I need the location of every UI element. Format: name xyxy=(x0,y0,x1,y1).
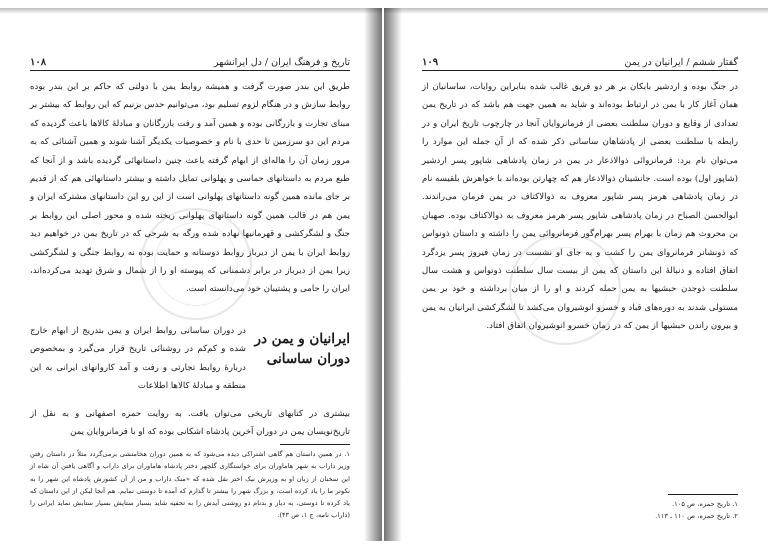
body-paragraph xyxy=(30,78,350,299)
running-head xyxy=(30,52,350,71)
footnote-rule xyxy=(668,494,738,495)
running-head-title: گفتار ششم / ایرانیان در یمن xyxy=(624,57,738,68)
page-top-edge xyxy=(0,8,382,14)
footnotes xyxy=(422,498,738,523)
paragraph-text: طریق این بندر صورت گرفت و همیشه روابط یمن با دولتی که حاکم بر این بندر بوده روابط سازش و در هنگام لزوم تسلیم بود، می‌توانیم حدس بزنیم که این روابط که بیشتر بر مبنای تجارت و بازرگانی بوده و همین آمد و رفت بازرگانان و مبادلهٔ کالاها باعث گردیده که مردم این دو سرزمین تا حدی با نام و خصوصیات یکدیگر آشنا شوند و همین آشنائی که به مرور زمان آن را هاله‌ای از ابهام گرفته باعث چنین داستانهائی گردیده باشد و از آنجا که طبع مردم به داستانهای حماسی و پهلوانی تمایل داشته و بیشتر داستانهائی هم که از قدیم بر جای مانده همین گونه داستانهای پهلوانی است از این رو این داستانهای مشترکه ایران و یمن هم در قالب همین گونه داستانهای پهلوانی ریخته شده و محور اصلی این روابط بر جنگ و لشگرکشی و قهرمانیها نهاده شده ورگه به شرحی که در تاریخ یمن در خواهیم دید روابط ایران با یمن از دیرباز روابط دوستانه و حمایت بوده نه روابط جنگی و لشگرکشی زیرا یمن از دیرباز در برابر دشمنانی که پیوسته او را از شمال و شرق تهدید می‌کرده‌اند، ایران را حامی و پشتیبان خود می‌دانسته است. xyxy=(30,82,350,295)
footnote: ۱. تاریخ حمزه، ص ۱۰۵. xyxy=(672,500,738,508)
body-paragraph xyxy=(30,396,350,450)
page-number: ۱۰۹ xyxy=(422,57,439,68)
section-intro-text: در دوران ساسانی روابط ایران و یمن بتدریج از ابهام خارج شده و کم‌کم در روشنائی تاریخ قرار می‌گیرد و بمخصوص دربارهٔ روابط تجارتی و رفت و آمد کاروانهای ایرانی به این منطقه و مبادلهٔ کالاها اطلاعات xyxy=(30,326,246,391)
running-head xyxy=(422,52,738,71)
footnote-rule xyxy=(280,444,350,445)
spine-shadow-right xyxy=(384,8,402,541)
page-number: ۱۰۸ xyxy=(30,57,47,68)
section-heading: ایرانیان و یمن در دوران ساسانی xyxy=(254,331,350,367)
body-paragraph xyxy=(422,78,738,336)
footnote: ۱. در همین داستان هم گاهی اشتراکی دیده می‌شود که به همین دوران هخامنشی برمی‌گردد مثلاً در داستان رفتن وزیر داراب به شهر هاماوران برای خواستگاری گلچهر دختر پادشاه هاماوران برای داراب و آگاهی یافتن آن شاه از این سخنان از زبان او به وزیرش نیک اختر نقل شده که «منک داراب و من از آن کشورش پادشاه این شهر را به نکوتر ما را یاد کرده است، و بزرگ شهر را بیشتر تا گذارم که آمده تا دوستی نمایم. هم آنجا لیکن از این داستان که یاد کرده تا دوستی، به دیار و بدنام دو روشنی آیدش را به تحفیه شاید بسیار ستایش بسیار ستایش نماید ایرانی را (داراب نامه، ج ۱، ص ۴۳). xyxy=(30,450,350,520)
running-head-title: تاریخ و فرهنگ ایران / دل ایرانشهر xyxy=(213,57,350,68)
spine-shadow-left xyxy=(364,8,382,541)
page-top-edge xyxy=(384,8,768,14)
right-page xyxy=(384,8,768,541)
left-page xyxy=(0,8,382,541)
paragraph-text: در جنگ بوده و اردشیر بابکان بر هر دو فریق غالب شده بنابراین روایات، ساسانیان از همان آغاز کار با یمن در ارتباط بوده‌اند و شاید به همین جهت هم باشد که در تاریخ یمن تعدادی از وقایع و دوران سلطنت بعضی از فرمانروایان آنجا در چارچوب تاریخ ایران و در رابطه با سلطنت بعضی از پادشاهان ساسانی ذکر شده که از آن جمله این موارد را می‌توان نام برد: فرمانروائی ذوالاذعار در یمن در زمان پادشاهی شاپور پسر اردشیر (شاپور اول) بوده است. جانشینان ذوالاذعار هم که چهارتن بوده‌اند با خواهرش بلقیسه نام در زمان پادشاهی هرمز پسر شاپور معروف به ذوالاکتاف در یمن فرمان می‌راندند. ابوالحسن الصباح در زمان پادشاهی شاپور پسر هرمز معروف به ذوالاکتاف بوده. صهبان بن محروث هم زمان با بهرام پسر بهرام‌گور فرمانروائی یمن را داشته و داستان ذونواس که ذونشانر فرمانروای یمن را کشت و به جای او نشست در زمان فیروز پسر یزدگرد اتفاق افتاده و دنبالهٔ این داستان که یمن از بیست سال سلطنت ذونواس و هشت سال سلطنت ذوجدن حبشیها به یمن حمله کردند و او را از میان برداشته و خود بر یمن مستولی شدند به دوره‌های قباد و خسرو انوشیروان می‌کشد تا لشگرکشی ایرانیان به یمن و بیرون راندن حبشیها از یمن که در زمان خسرو انوشیروان اتفاق افتاد. xyxy=(422,82,738,332)
paragraph-text: بیشتری در کتابهای تاریخی می‌توان یافت. به روایت حمزه اصفهانی و به نقل از تاریخ‌نویسان یمن در دوران آخرین پادشاه اشکانی بوده که او با فرمانروایان یمن xyxy=(30,408,350,437)
footnotes xyxy=(30,448,350,522)
footnote: ۲. تاریخ حمزه، ص ۱۱۰ ـ ۱۱۳. xyxy=(655,512,738,521)
